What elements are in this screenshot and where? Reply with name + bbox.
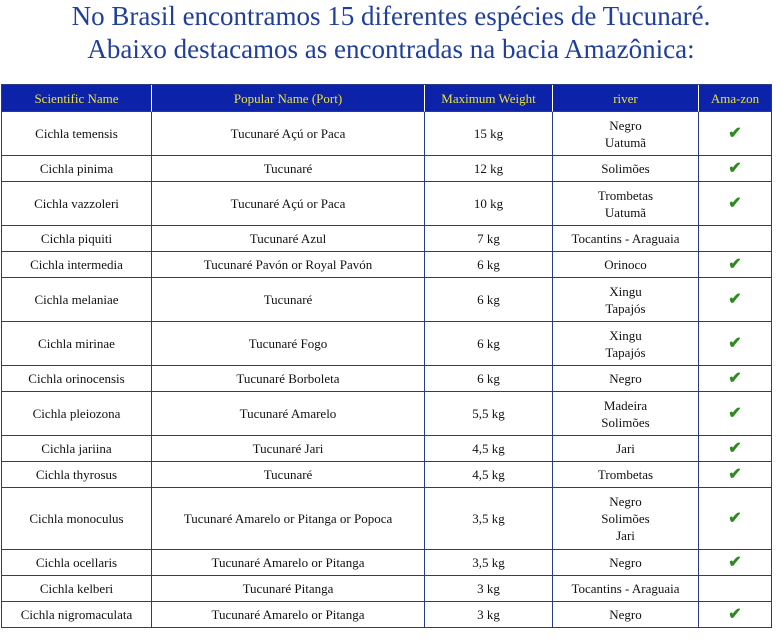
cell-popular-name: Tucunaré Borboleta <box>152 366 425 392</box>
cell-maximum-weight: 4,5 kg <box>425 462 553 488</box>
river-name: Tapajós <box>605 300 646 316</box>
table-row <box>2 252 772 278</box>
table-row <box>2 278 772 322</box>
cell-scientific-name: Cichla ocellaris <box>2 550 152 576</box>
cell-amazon <box>699 112 772 156</box>
river-name: Uatumã <box>604 134 647 150</box>
checkmark-icon: ✔ <box>728 606 742 623</box>
cell-scientific-name: Cichla monoculus <box>2 488 152 550</box>
cell-popular-name: Tucunaré <box>152 278 425 322</box>
river-name: Negro <box>609 371 642 386</box>
heading-line-1: No Brasil encontramos 15 diferentes espécies de Tucunaré. <box>71 1 711 31</box>
cell-scientific-name: Cichla mirinae <box>2 322 152 366</box>
cell-river <box>553 112 699 156</box>
cell-river <box>553 602 699 628</box>
cell-amazon <box>699 576 772 602</box>
cell-river <box>553 156 699 182</box>
river-name: Xingu <box>609 327 642 343</box>
cell-scientific-name: Cichla vazzoleri <box>2 182 152 226</box>
checkmark-icon: ✔ <box>728 195 742 212</box>
cell-river <box>553 182 699 226</box>
table-row <box>2 576 772 602</box>
river-name: Negro <box>609 555 642 570</box>
checkmark-icon: ✔ <box>728 256 742 273</box>
river-name: Jari <box>616 441 635 456</box>
cell-river <box>553 488 699 550</box>
river-name: Negro <box>609 494 642 509</box>
cell-maximum-weight: 6 kg <box>425 278 553 322</box>
page-heading <box>0 0 782 66</box>
cell-maximum-weight: 12 kg <box>425 156 553 182</box>
column-header-maximum-weight: Maximum Weight <box>425 85 553 112</box>
column-header-scientific-name: Scientific Name <box>2 85 152 112</box>
cell-popular-name: Tucunaré Amarelo or Pitanga <box>152 602 425 628</box>
cell-river <box>553 366 699 392</box>
cell-popular-name: Tucunaré <box>152 156 425 182</box>
river-name: Orinoco <box>604 257 647 272</box>
river-name: Jari <box>616 528 635 543</box>
cell-scientific-name: Cichla intermedia <box>2 252 152 278</box>
cell-scientific-name: Cichla thyrosus <box>2 462 152 488</box>
cell-maximum-weight: 10 kg <box>425 182 553 226</box>
river-name: Solimões <box>601 414 650 430</box>
heading-line-2: Abaixo destacamos as encontradas na bacia Amazônica: <box>87 34 695 64</box>
checkmark-icon: ✔ <box>728 554 742 571</box>
cell-river <box>553 392 699 436</box>
checkmark-icon: ✔ <box>728 335 742 352</box>
cell-popular-name: Tucunaré Fogo <box>152 322 425 366</box>
cell-maximum-weight: 7 kg <box>425 226 553 252</box>
cell-scientific-name: Cichla piquiti <box>2 226 152 252</box>
cell-scientific-name: Cichla nigromaculata <box>2 602 152 628</box>
cell-amazon <box>699 322 772 366</box>
checkmark-icon: ✔ <box>728 160 742 177</box>
cell-maximum-weight: 3,5 kg <box>425 488 553 550</box>
cell-amazon <box>699 602 772 628</box>
column-header-popular-name: Popular Name (Port) <box>152 85 425 112</box>
cell-maximum-weight: 4,5 kg <box>425 436 553 462</box>
cell-maximum-weight: 3 kg <box>425 602 553 628</box>
table-row <box>2 112 772 156</box>
river-name: Madeira <box>603 397 648 413</box>
cell-maximum-weight: 6 kg <box>425 322 553 366</box>
cell-scientific-name: Cichla melaniae <box>2 278 152 322</box>
cell-amazon <box>699 488 772 550</box>
cell-river <box>553 226 699 252</box>
table-row <box>2 436 772 462</box>
cell-maximum-weight: 5,5 kg <box>425 392 553 436</box>
cell-maximum-weight: 6 kg <box>425 366 553 392</box>
cell-maximum-weight: 6 kg <box>425 252 553 278</box>
cell-river <box>553 322 699 366</box>
cell-popular-name: Tucunaré Pitanga <box>152 576 425 602</box>
species-table-container <box>1 84 771 628</box>
cell-river <box>553 462 699 488</box>
cell-scientific-name: Cichla kelberi <box>2 576 152 602</box>
cell-popular-name: Tucunaré Jari <box>152 436 425 462</box>
river-name: Tocantins - Araguaia <box>571 231 680 246</box>
cell-amazon <box>699 462 772 488</box>
checkmark-icon: ✔ <box>728 405 742 422</box>
cell-scientific-name: Cichla temensis <box>2 112 152 156</box>
table-row <box>2 366 772 392</box>
cell-maximum-weight: 15 kg <box>425 112 553 156</box>
cell-amazon <box>699 366 772 392</box>
table-row <box>2 462 772 488</box>
checkmark-icon: ✔ <box>728 466 742 483</box>
river-name: Solimões <box>601 161 650 176</box>
species-table <box>1 84 772 628</box>
cell-amazon <box>699 278 772 322</box>
table-row <box>2 602 772 628</box>
cell-amazon <box>699 182 772 226</box>
column-header-river: river <box>553 85 699 112</box>
river-name: Uatumã <box>604 204 647 220</box>
checkmark-icon: ✔ <box>728 510 742 527</box>
cell-river <box>553 278 699 322</box>
cell-maximum-weight: 3,5 kg <box>425 550 553 576</box>
table-row <box>2 156 772 182</box>
river-name: Trombetas <box>597 187 654 203</box>
cell-scientific-name: Cichla orinocensis <box>2 366 152 392</box>
table-body <box>2 112 772 628</box>
table-row <box>2 488 772 550</box>
river-name: Solimões <box>601 511 650 526</box>
table-row <box>2 550 772 576</box>
checkmark-icon: ✔ <box>728 370 742 387</box>
cell-amazon <box>699 226 772 252</box>
cell-amazon <box>699 550 772 576</box>
cell-amazon <box>699 392 772 436</box>
cell-amazon <box>699 156 772 182</box>
cell-river <box>553 576 699 602</box>
table-row <box>2 392 772 436</box>
cell-river <box>553 252 699 278</box>
river-name: Trombetas <box>597 467 654 482</box>
cell-popular-name: Tucunaré <box>152 462 425 488</box>
checkmark-icon: ✔ <box>728 125 742 142</box>
checkmark-icon: ✔ <box>728 291 742 308</box>
cell-popular-name: Tucunaré Amarelo or Pitanga <box>152 550 425 576</box>
cell-popular-name: Tucunaré Açú or Paca <box>152 112 425 156</box>
cell-popular-name: Tucunaré Amarelo or Pitanga or Popoca <box>152 488 425 550</box>
cell-amazon <box>699 252 772 278</box>
river-name: Tapajós <box>605 344 646 360</box>
column-header-amazon: Ama-zon <box>699 85 772 112</box>
table-row <box>2 226 772 252</box>
cell-amazon <box>699 436 772 462</box>
river-name: Tocantins - Araguaia <box>571 581 680 596</box>
cell-scientific-name: Cichla pinima <box>2 156 152 182</box>
river-name: Xingu <box>609 283 642 299</box>
cell-maximum-weight: 3 kg <box>425 576 553 602</box>
table-row <box>2 182 772 226</box>
cell-river <box>553 550 699 576</box>
cell-river <box>553 436 699 462</box>
cell-popular-name: Tucunaré Azul <box>152 226 425 252</box>
cell-popular-name: Tucunaré Amarelo <box>152 392 425 436</box>
river-name: Negro <box>609 117 642 133</box>
table-row <box>2 322 772 366</box>
table-header-row <box>2 85 772 112</box>
cell-popular-name: Tucunaré Pavón or Royal Pavón <box>152 252 425 278</box>
checkmark-icon: ✔ <box>728 440 742 457</box>
river-name: Negro <box>609 607 642 622</box>
cell-popular-name: Tucunaré Açú or Paca <box>152 182 425 226</box>
cell-scientific-name: Cichla jariina <box>2 436 152 462</box>
cell-scientific-name: Cichla pleiozona <box>2 392 152 436</box>
